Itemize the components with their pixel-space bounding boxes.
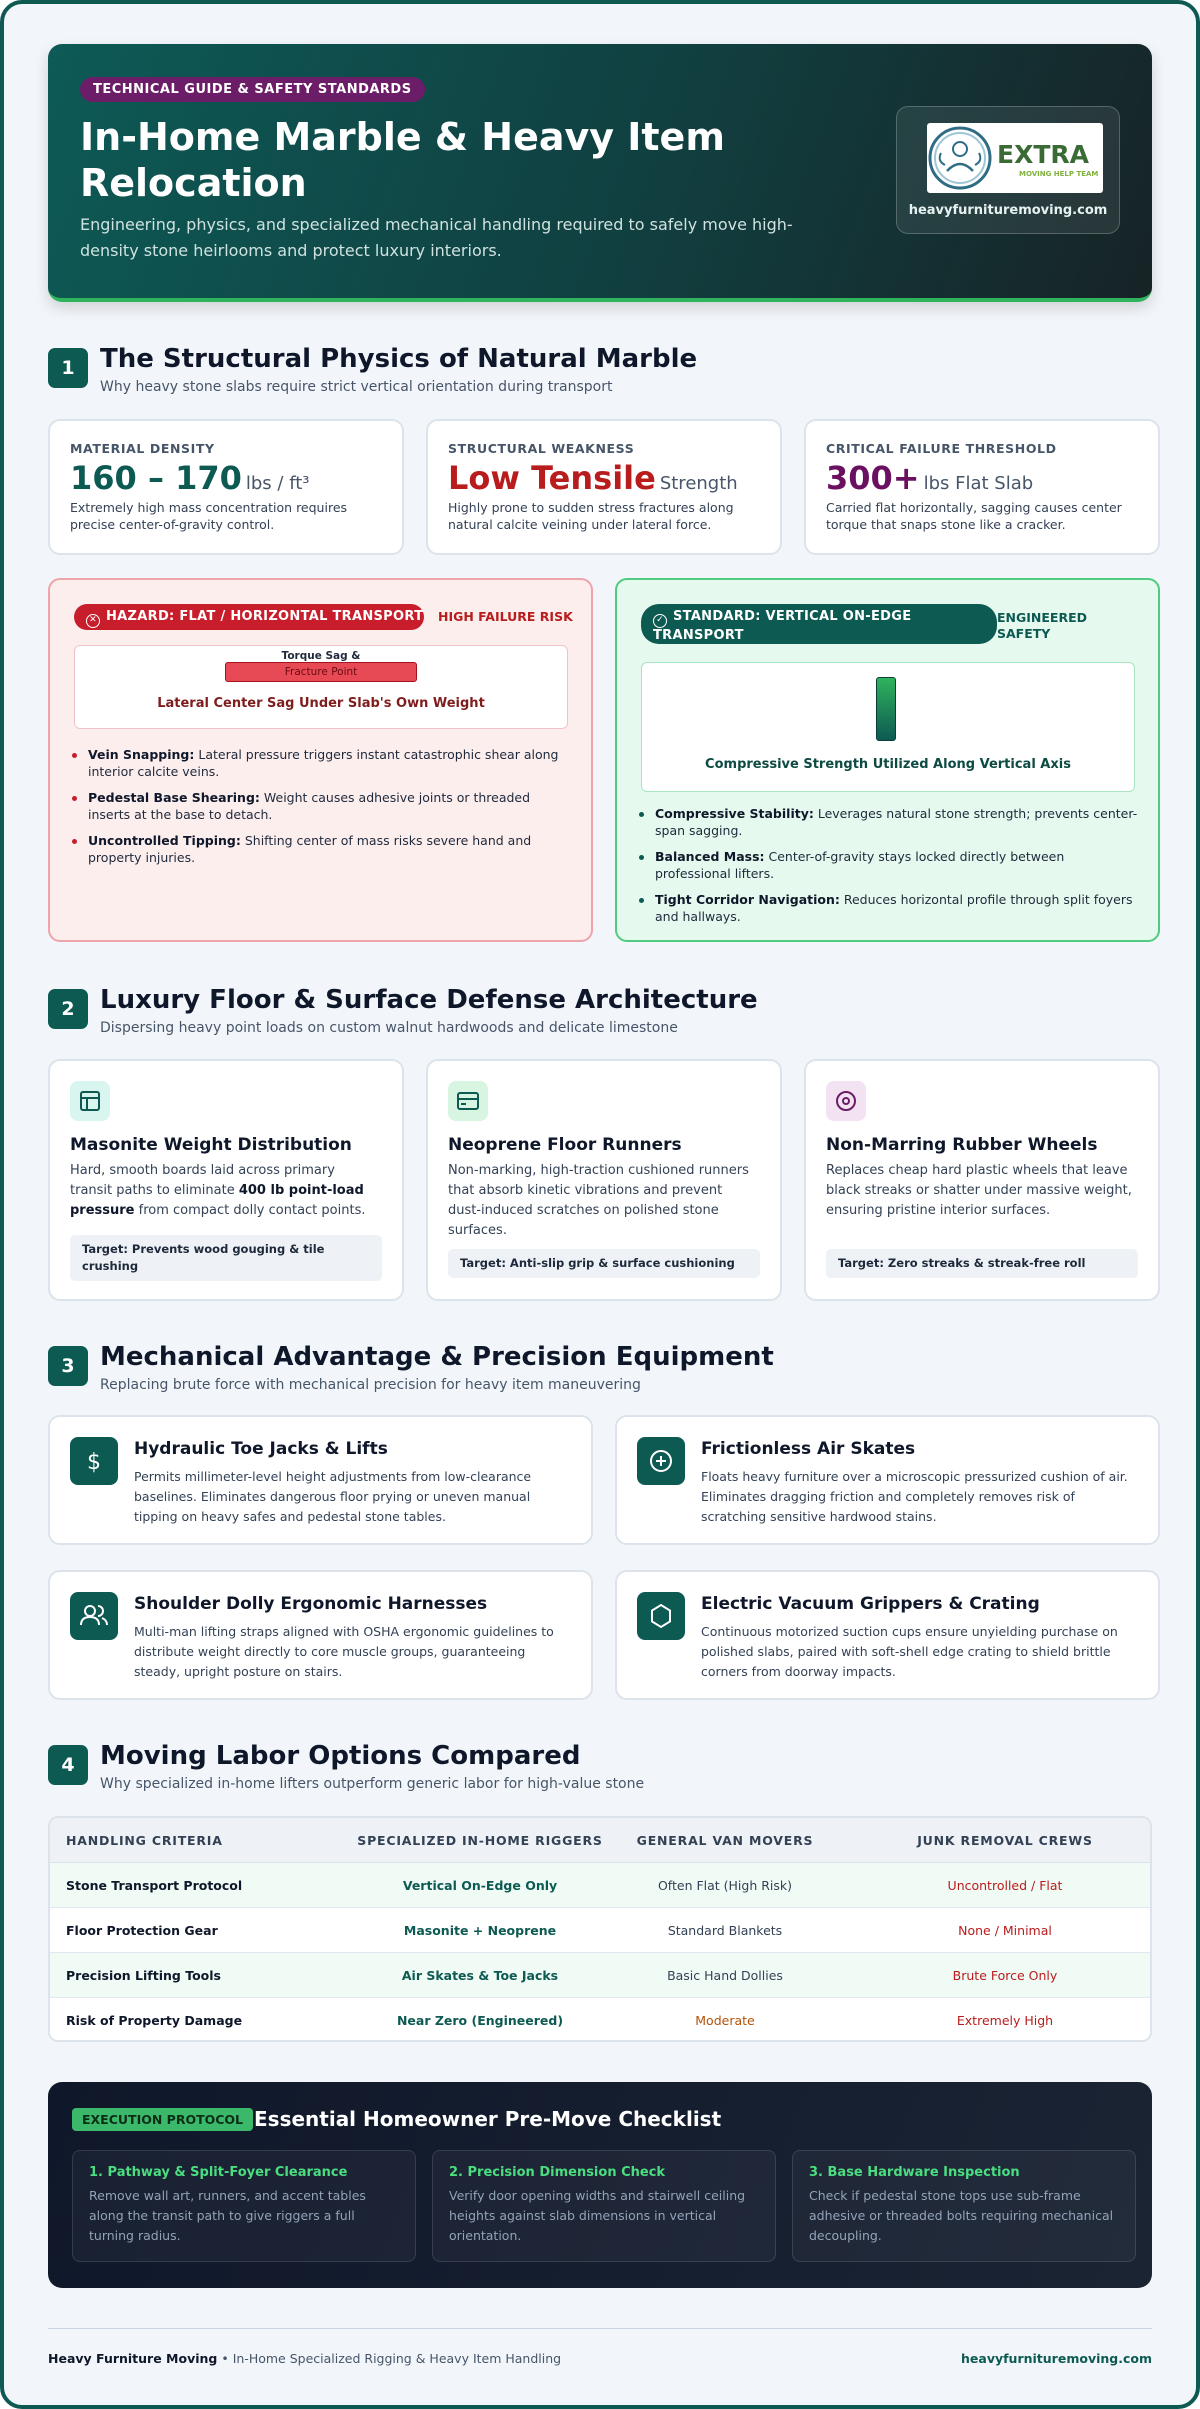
section-number: 3 [48, 1346, 88, 1386]
table-row [50, 1953, 1150, 1998]
stat-card-density [48, 419, 404, 555]
card-title: Non-Marring Rubber Wheels [826, 1135, 1098, 1155]
checklist-title: Essential Homeowner Pre-Move Checklist [254, 2107, 722, 2131]
check-circle-icon: ✓ [653, 614, 667, 628]
list-item: Compressive Stability: Leverages natural stone strength; prevents center-span sagging. [637, 805, 1142, 839]
table-cell: Masonite + Neoprene [403, 1923, 557, 1938]
hazard-list [70, 746, 570, 875]
diagram-caption: Lateral Center Sag Under Slab's Own Weight [157, 696, 485, 711]
card-title: Shoulder Dolly Ergonomic Harnesses [134, 1594, 488, 1614]
card-title: Electric Vacuum Grippers & Crating [701, 1594, 1040, 1614]
table-cell: Moderate [695, 2013, 755, 2028]
layout-icon [70, 1081, 110, 1121]
logo-card[interactable] [896, 106, 1120, 234]
comparison-table [48, 1816, 1152, 2042]
standard-pill: ✓ STANDARD: VERTICAL ON-EDGE TRANSPORT [641, 604, 997, 644]
target-icon [826, 1081, 866, 1121]
card-title: Neoprene Floor Runners [448, 1135, 682, 1155]
footer-link[interactable]: heavyfurnituremoving.com [961, 2351, 1152, 2366]
footer-divider [48, 2328, 1152, 2329]
table-cell: Floor Protection Gear [66, 1923, 218, 1938]
hazard-badge: HIGH FAILURE RISK [438, 609, 573, 624]
protocol-tag: EXECUTION PROTOCOL [72, 2108, 253, 2131]
checklist-item-title: 1. Pathway & Split-Foyer Clearance [89, 2165, 348, 2180]
list-item: Balanced Mass: Center-of-gravity stays locked directly between professional lifters. [637, 848, 1142, 882]
card-target: Target: Prevents wood gouging & tile crushing [70, 1235, 382, 1281]
vertical-slab [876, 677, 896, 741]
list-item: Tight Corridor Navigation: Reduces horizontal profile through split foyers and hallways. [637, 891, 1142, 925]
standard-panel [615, 578, 1160, 942]
equipment-card-harnesses [48, 1570, 593, 1700]
table-cell: Air Skates & Toe Jacks [401, 1968, 559, 1983]
hazard-diagram [74, 645, 568, 729]
checklist-item-desc: Check if pedestal stone tops use sub-frame adhesive or threaded bolts requiring mechanical decoupling. [809, 2188, 1114, 2243]
stat-value: 160 – 170 lbs / ft³ [70, 459, 310, 497]
card-desc: Continuous motorized suction cups ensure unyielding purchase on polished slabs, paired with soft-shell edge crating to shield brittle corners from doorway impacts. [701, 1624, 1118, 1679]
stat-value: 300+ lbs Flat Slab [826, 459, 1034, 497]
table-cell: Extremely High [956, 2013, 1054, 2028]
section-title: Luxury Floor & Surface Defense Architecture [100, 985, 758, 1015]
equipment-card-vacuum-grippers [615, 1570, 1160, 1700]
card-title: Masonite Weight Distribution [70, 1135, 352, 1155]
section-subtitle: Dispersing heavy point loads on custom walnut hardwoods and delicate limestone [100, 1020, 678, 1036]
standard-list [637, 805, 1142, 934]
column-header: GENERAL VAN MOVERS [636, 1833, 814, 1848]
svg-text:$: $ [87, 1450, 101, 1475]
section-number: 4 [48, 1745, 88, 1785]
card-desc: Permits millimeter-level height adjustments from low-clearance baselines. Eliminates dangerous floor prying or uneven manual tipping on heavy safes and pedestal stone tables. [134, 1469, 532, 1524]
table-row [50, 1908, 1150, 1953]
card-title: Hydraulic Toe Jacks & Lifts [134, 1439, 388, 1459]
section-subtitle: Why specialized in-home lifters outperform generic labor for high-value stone [100, 1776, 645, 1792]
table-cell: Stone Transport Protocol [66, 1878, 243, 1893]
standard-diagram [641, 662, 1135, 792]
card-target: Target: Anti-slip grip & surface cushioning [448, 1249, 760, 1278]
floor-card-masonite [48, 1059, 404, 1301]
diagram-label: Torque Sag & [281, 650, 361, 662]
table-cell: Risk of Property Damage [66, 2013, 243, 2028]
section-subtitle: Why heavy stone slabs require strict vertical orientation during transport [100, 379, 613, 395]
checklist-item [72, 2150, 416, 2262]
checklist-item [792, 2150, 1136, 2262]
equipment-card-toe-jacks [48, 1415, 593, 1545]
table-cell: Brute Force Only [952, 1968, 1058, 1983]
x-circle-icon: ✕ [86, 614, 100, 628]
card-desc: Floats heavy furniture over a microscopic pressurized cushion of air. Eliminates dragging friction and completely removes risk of scratching sensitive hardwood stains. [701, 1469, 1128, 1524]
hexagon-icon [637, 1592, 685, 1640]
list-item: Uncontrolled Tipping: Shifting center of mass risks severe hand and property injuries. [70, 832, 570, 866]
table-cell: Standard Blankets [667, 1923, 783, 1938]
table-cell: None / Minimal [958, 1923, 1052, 1938]
section-subtitle: Replacing brute force with mechanical precision for heavy item maneuvering [100, 1377, 641, 1393]
checklist-item-desc: Verify door opening widths and stairwell ceiling heights against slab dimensions in vertical orientation. [449, 2188, 746, 2243]
column-header: SPECIALIZED IN-HOME RIGGERS [357, 1833, 603, 1848]
users-icon [70, 1592, 118, 1640]
stat-label: STRUCTURAL WEAKNESS [448, 441, 635, 456]
svg-text:EXTRA: EXTRA [997, 140, 1090, 169]
brand-logo [927, 123, 1103, 193]
stat-label: MATERIAL DENSITY [70, 441, 215, 456]
hero-banner [48, 44, 1152, 302]
stat-desc: Extremely high mass concentration requires precise center-of-gravity control. [70, 500, 348, 532]
checklist-panel [48, 2082, 1152, 2288]
card-icon [448, 1081, 488, 1121]
table-row [50, 1998, 1150, 2042]
checklist-item-title: 2. Precision Dimension Check [449, 2165, 666, 2180]
equipment-card-air-skates [615, 1415, 1160, 1545]
standard-badge: ENGINEERED SAFETY [997, 610, 1087, 641]
table-cell: Precision Lifting Tools [66, 1968, 221, 1983]
section-title: Moving Labor Options Compared [100, 1741, 581, 1771]
floor-card-wheels [804, 1059, 1160, 1301]
logo-url[interactable]: heavyfurnituremoving.com [908, 203, 1108, 218]
table-cell: Basic Hand Dollies [667, 1968, 783, 1983]
table-cell: Vertical On-Edge Only [402, 1878, 558, 1893]
floor-card-neoprene [426, 1059, 782, 1301]
card-desc: Non-marking, high-traction cushioned runners that absorb kinetic vibrations and prevent dust-induced scratches on polished stone surfaces. [448, 1163, 749, 1238]
stat-desc: Carried flat horizontally, sagging causes center torque that snaps stone like a cracker. [826, 500, 1122, 532]
section-title: The Structural Physics of Natural Marble [100, 344, 698, 374]
hero-tag: TECHNICAL GUIDE & SAFETY STANDARDS [80, 77, 425, 102]
column-header: JUNK REMOVAL CREWS [917, 1833, 1093, 1848]
checklist-item [432, 2150, 776, 2262]
column-header: HANDLING CRITERIA [66, 1833, 223, 1848]
stat-card-weakness [426, 419, 782, 555]
table-cell: Near Zero (Engineered) [396, 2013, 564, 2028]
stat-card-threshold [804, 419, 1160, 555]
section-title: Mechanical Advantage & Precision Equipment [100, 1342, 774, 1372]
dollar-icon [70, 1437, 118, 1485]
hazard-panel [48, 578, 593, 942]
logo-mover-icon [927, 123, 1103, 193]
checklist-item-desc: Remove wall art, runners, and accent tables along the transit path to give riggers a full turning radius. [89, 2188, 366, 2243]
hero-subtitle: Engineering, physics, and specialized mechanical handling required to safely move high-density stone heirlooms and protect luxury interiors. [80, 215, 793, 260]
section-number: 2 [48, 989, 88, 1029]
stat-value: Low Tensile Strength [448, 459, 738, 497]
table-row [50, 1863, 1150, 1908]
fracture-slab: Fracture Point [225, 662, 417, 682]
checklist-item-title: 3. Base Hardware Inspection [809, 2165, 1020, 2180]
table-cell: Often Flat (High Risk) [657, 1878, 793, 1893]
list-item: Pedestal Base Shearing: Weight causes adhesive joints or threaded inserts at the base to detach. [70, 789, 570, 823]
section-number: 1 [48, 348, 88, 388]
card-desc: Hard, smooth boards laid across primary transit paths to eliminate 400 lb point-load pressure from compact dolly contact points. [70, 1163, 366, 1218]
card-desc: Multi-man lifting straps aligned with OSHA ergonomic guidelines to distribute weight directly to core muscle groups, guaranteeing steady, upright posture on stairs. [134, 1624, 554, 1679]
hazard-pill: ✕ HAZARD: FLAT / HORIZONTAL TRANSPORT [74, 604, 424, 630]
plus-circle-icon [637, 1437, 685, 1485]
table-header-row [50, 1818, 1150, 1863]
stat-label: CRITICAL FAILURE THRESHOLD [826, 441, 1057, 456]
stat-desc: Highly prone to sudden stress fractures along natural calcite veining under lateral force. [448, 500, 734, 532]
diagram-caption: Compressive Strength Utilized Along Vertical Axis [705, 757, 1071, 772]
card-title: Frictionless Air Skates [701, 1439, 916, 1459]
card-desc: Replaces cheap hard plastic wheels that leave black streaks or shatter under massive weight, ensuring pristine interior surfaces. [826, 1163, 1132, 1218]
footer-brand: Heavy Furniture Moving • In-Home Specialized Rigging & Heavy Item Handling [48, 2351, 562, 2366]
list-item: Vein Snapping: Lateral pressure triggers instant catastrophic shear along interior calcite veins. [70, 746, 570, 780]
svg-text:MOVING HELP TEAM: MOVING HELP TEAM [1019, 170, 1099, 178]
card-target: Target: Zero streaks & streak-free roll [826, 1249, 1138, 1278]
table-cell: Uncontrolled / Flat [947, 1878, 1063, 1893]
page-title: In-Home Marble & Heavy Item Relocation [80, 115, 725, 205]
